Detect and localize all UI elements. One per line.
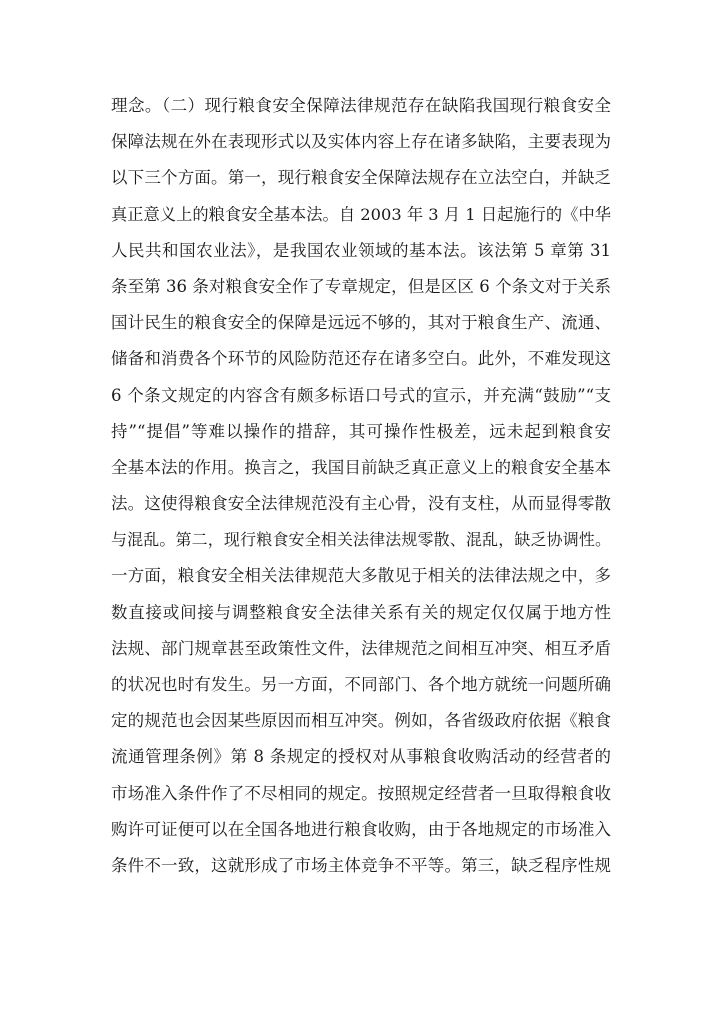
- text-line: 市场准入条件作了不尽相同的规定。按照规定经营者一旦取得粮食收: [111, 783, 611, 803]
- text-line: 购许可证便可以在全国各地进行粮食收购，由于各地规定的市场准入: [111, 819, 611, 839]
- text-line: 真正意义上的粮食安全基本法。自 2003 年 3 月 1 日起施行的《中华: [111, 204, 611, 224]
- text-line: 法。这使得粮食安全法律规范没有主心骨，没有支柱，从而显得零散: [111, 494, 611, 514]
- text-line: 全基本法的作用。换言之，我国目前缺乏真正意义上的粮食安全基本: [111, 457, 611, 477]
- text-line: 条至第 36 条对粮食安全作了专章规定，但是区区 6 个条文对于关系: [111, 276, 611, 296]
- text-line: 数直接或间接与调整粮食安全法律关系有关的规定仅仅属于地方性: [111, 602, 611, 622]
- text-line: 国计民生的粮食安全的保障是远远不够的，其对于粮食生产、流通、: [111, 313, 611, 333]
- text-line: 6 个条文规定的内容含有颇多标语口号式的宣示，并充满“鼓励”“支: [111, 385, 611, 405]
- text-line: 与混乱。第二，现行粮食安全相关法律法规零散、混乱，缺乏协调性。: [111, 530, 611, 550]
- text-line: 理念。（二）现行粮食安全保障法律规范存在缺陷我国现行粮食安全: [111, 96, 611, 115]
- text-line: 条件不一致，这就形成了市场主体竞争不平等。第三，缺乏程序性规: [111, 855, 611, 875]
- text-line: 一方面，粮食安全相关法律规范大多散见于相关的法律法规之中，多: [111, 566, 611, 586]
- text-line: 以下三个方面。第一，现行粮食安全保障法规存在立法空白，并缺乏: [111, 168, 611, 188]
- text-line: 定的规范也会因某些原因而相互冲突。例如，各省级政府依据《粮食: [111, 711, 611, 731]
- text-line: 保障法规在外在表现形式以及实体内容上存在诸多缺陷，主要表现为: [111, 132, 611, 152]
- body-text: [111, 88, 611, 884]
- text-line: 人民共和国农业法》，是我国农业领域的基本法。该法第 5 章第 31: [111, 240, 611, 260]
- text-line: 流通管理条例》第 8 条规定的授权对从事粮食收购活动的经营者的: [111, 747, 611, 767]
- text-line: 法规、部门规章甚至政策性文件，法律规范之间相互冲突、相互矛盾: [111, 638, 611, 658]
- text-line: 持”“提倡”等难以操作的措辞，其可操作性极差，远未起到粮食安: [111, 421, 611, 441]
- text-line: 储备和消费各个环节的风险防范还存在诸多空白。此外，不难发现这: [111, 349, 611, 369]
- text-line: 的状况也时有发生。另一方面，不同部门、各个地方就统一问题所确: [111, 675, 611, 694]
